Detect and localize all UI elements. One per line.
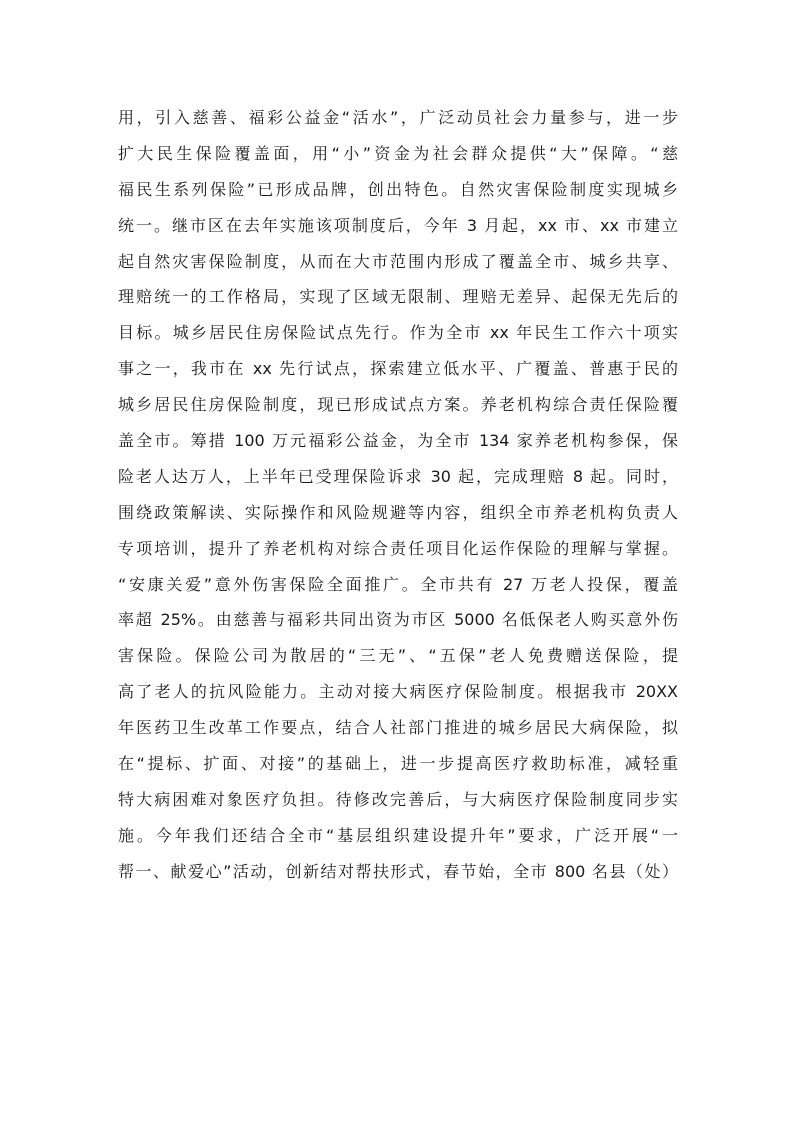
- text-line: 事之一，我市在 xx 先行试点，探索建立低水平、广覆盖、普惠于民的: [118, 359, 678, 379]
- text-line: 高了老人的抗风险能力。主动对接大病医疗保险制度。根据我市 20XX: [118, 682, 678, 702]
- text-line: 特大病困难对象医疗负担。待修改完善后，与大病医疗保险制度同步实: [118, 789, 678, 809]
- text-line: 年医药卫生改革工作要点，结合人社部门推进的城乡居民大病保险，拟: [118, 718, 678, 738]
- text-line: 理赔统一的工作格局，实现了区域无限制、理赔无差异、起保无先后的: [118, 287, 678, 307]
- text-line: 统一。继市区在去年实施该项制度后，今年 3 月起，xx 市、xx 市建立: [118, 215, 678, 235]
- text-line: 险老人达万人，上半年已受理保险诉求 30 起，完成理赔 8 起。同时，: [118, 466, 678, 486]
- text-line: “安康关爱”意外伤害保险全面推广。全市共有 27 万老人投保，覆盖: [118, 574, 678, 594]
- text-line: 扩大民生保险覆盖面，用“小”资金为社会群众提供“大”保障。“慈: [118, 143, 678, 163]
- text-line: 帮一、献爱心”活动，创新结对帮扶形式，春节始，全市 800 名县（处）: [118, 861, 678, 881]
- text-line: 盖全市。筹措 100 万元福彩公益金，为全市 134 家养老机构参保，保: [118, 431, 678, 451]
- body-paragraph: [118, 100, 678, 890]
- text-line: 福民生系列保险”已形成品牌，创出特色。自然灾害保险制度实现城乡: [118, 179, 678, 199]
- text-line: 专项培训，提升了养老机构对综合责任项目化运作保险的理解与掌握。: [118, 538, 678, 558]
- text-line: 目标。城乡居民住房保险试点先行。作为全市 xx 年民生工作六十项实: [118, 323, 678, 343]
- text-line: 围绕政策解读、实际操作和风险规避等内容，组织全市养老机构负责人: [118, 502, 678, 522]
- text-line: 施。今年我们还结合全市“基层组织建设提升年”要求，广泛开展“一: [118, 825, 678, 845]
- text-line: 害保险。保险公司为散居的“三无”、“五保”老人免费赠送保险，提: [118, 646, 678, 666]
- text-line: 起自然灾害保险制度，从而在大市范围内形成了覆盖全市、城乡共享、: [118, 251, 678, 271]
- text-line: 用，引入慈善、福彩公益金“活水”，广泛动员社会力量参与，进一步: [118, 108, 678, 127]
- text-line: 率超 25%。由慈善与福彩共同出资为市区 5000 名低保老人购买意外伤: [118, 610, 678, 630]
- text-line: 城乡居民住房保险制度，现已形成试点方案。养老机构综合责任保险覆: [118, 395, 678, 415]
- text-line: 在“提标、扩面、对接”的基础上，进一步提高医疗救助标准，减轻重: [118, 754, 678, 774]
